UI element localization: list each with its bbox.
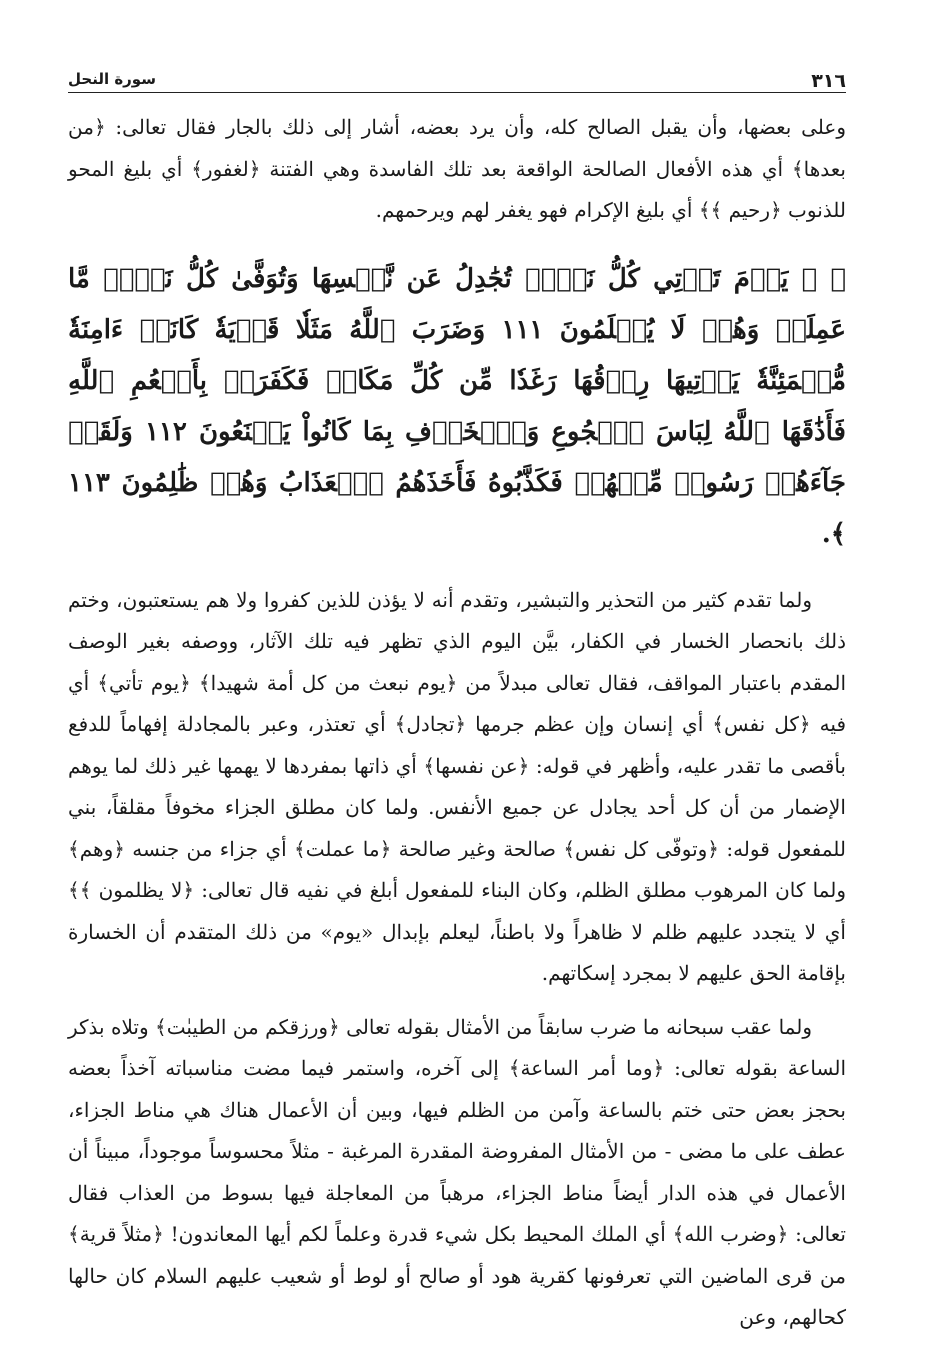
page-header bbox=[68, 58, 846, 93]
quran-verse-block: ﴿ ۞ يَوۡمَ تَأۡتِي كُلُّ نَفۡسٖ تُجَٰدِلُ عَن نَّفۡسِهَا وَتُوَفَّىٰ كُلُّ نَفۡسٖ مَّا عَمِلَتۡ وَهُمۡ لَا يُظۡلَمُونَ ١١١ وَضَرَبَ ٱللَّهُ مَثَلٗا قَرۡيَةٗ كَانَتۡ ءَامِنَةٗ مُّطۡمَئِنَّةٗ يَأۡتِيهَا رِزۡقُهَا رَغَدٗا مِّن كُلِّ مَكَانٖ فَكَفَرَتۡ بِأَنۡعُمِ ٱللَّهِ فَأَذَٰقَهَا ٱللَّهُ لِبَاسَ ٱلۡجُوعِ وَٱلۡخَوۡفِ بِمَا كَانُواْ يَصۡنَعُونَ ١١٢ وَلَقَدۡ جَآءَهُمۡ رَسُولٞ مِّنۡهُمۡ فَكَذَّبُوهُ فَأَخَذَهُمُ ٱلۡعَذَابُ وَهُمۡ ظَٰلِمُونَ ١١٣ ﴾. bbox=[68, 263, 846, 549]
paragraph-2: ولما تقدم كثير من التحذير والتبشير، وتقدم أنه لا يؤذن للذين كفروا ولا هم يستعتبون، وختم ذلك بانحصار الخسار في الكفار، بيَّن اليوم الذي تظهر فيه تلك الآثار، ووصفه بغير الوصف المقدم باعتبار المواقف، فقال تعالى مبدلاً من ﴿يوم نبعث من كل أمة شهيدا﴾ ﴿يوم تأتي﴾ أي فيه ﴿كل نفس﴾ أي إنسان وإن عظم جرمها ﴿تجادل﴾ أي تعتذر، وعبر بالمجادلة إفهاماً للدفع بأقصى ما تقدر عليه، وأظهر في قوله: ﴿عن نفسها﴾ أي ذاتها بمفردها لا يهمها غير ذلك لما يوهم الإضمار من أن كل أحد يجادل عن جميع الأنفس. ولما كان مطلق الجزاء مخوفاً مقلقاً، بني للمفعول قوله: ﴿وتوفّى كل نفس﴾ صالحة وغير صالحة ﴿ما عملت﴾ أي جزاء من جنسه ﴿وهم﴾ ولما كان المرهوب مطلق الظلم، وكان البناء للمفعول أبلغ في نفيه قال تعالى: ﴿لا يظلمون ﴾﴾ أي لا يتجدد عليهم ظلم لا ظاهراً ولا باطناً، ليعلم بإبدال «يوم» من ذلك المتقدم أن الخسارة بإقامة الحق عليهم لا بمجرد إسكاتهم. bbox=[68, 587, 846, 985]
sura-name: سورة النحل bbox=[68, 70, 156, 88]
page-number: ٣١٦ bbox=[811, 70, 846, 92]
paragraph-3: ولما عقب سبحانه ما ضرب سابقاً من الأمثال بقوله تعالى ﴿ورزقكم من الطيبٰت﴾ وتلاه بذكر الساعة بقوله تعالى: ﴿وما أمر الساعة﴾ إلى آخره، واستمر فيما مضت مناسباته آخذاً بعضه بحجز بعض حتى ختم بالساعة وآمن من الظلم فيها، وبين أن الأعمال هناك هي مناط الجزاء، عطف على ما مضى - من الأمثال المفروضة المقدرة المرغبة - مثلاً محسوساً موجوداً، مبيناً أن الأعمال في هذه الدار أيضاً مناط الجزاء، مرهباً من المعاجلة فيها بسوط من العذاب فقال تعالى: ﴿وضرب الله﴾ أي الملك المحيط بكل شيء قدرة وعلماً لكم أيها المعاندون! ﴿مثلاً قرية﴾ من قرى الماضين التي تعرفونها كقرية هود أو صالح أو لوط أو شعيب عليهم السلام كان حالها كحالهم، وعن bbox=[68, 1014, 847, 1329]
book-page bbox=[68, 58, 846, 1339]
paragraph-1: وعلى بعضها، وأن يقبل الصالح كله، وأن يرد بعضه، أشار إلى ذلك بالجار فقال تعالى: ﴿من بعدها﴾ أي هذه الأفعال الصالحة الواقعة بعد تلك الفاسدة وهي الفتنة ﴿لغفور﴾ أي بليغ المحو للذنوب ﴿رحيم ﴾﴾ أي بليغ الإكرام فهو يغفر لهم ويرحمهم. bbox=[68, 115, 846, 222]
